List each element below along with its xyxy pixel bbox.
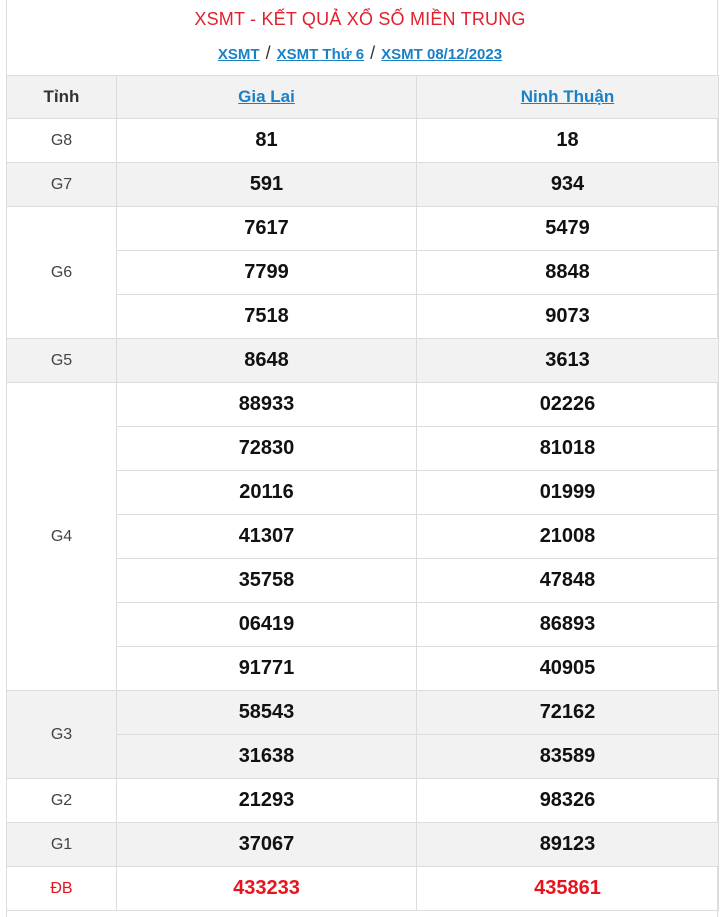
prize-name: G3 — [7, 691, 117, 779]
result-ninh-thuan: 40905 — [417, 647, 719, 691]
result-gia-lai: 8648 — [117, 339, 417, 383]
prize-row — [7, 207, 719, 251]
prize-row — [7, 867, 719, 911]
column-header-gia-lai — [117, 76, 417, 119]
prize-row — [7, 163, 719, 207]
result-ninh-thuan: 98326 — [417, 779, 719, 823]
result-gia-lai: 7518 — [117, 295, 417, 339]
breadcrumb-link-date[interactable]: XSMT 08/12/2023 — [381, 46, 503, 63]
breadcrumb-separator: / — [265, 43, 271, 63]
result-gia-lai: 20116 — [117, 471, 417, 515]
prize-name: G5 — [7, 339, 117, 383]
result-ninh-thuan: 18 — [417, 119, 719, 163]
result-ninh-thuan: 02226 — [417, 383, 719, 427]
prize-name: ĐB — [7, 867, 117, 911]
page-title: XSMT - KẾT QUẢ XỔ SỐ MIỀN TRUNG — [194, 9, 526, 29]
result-gia-lai: 41307 — [117, 515, 417, 559]
result-gia-lai: 21293 — [117, 779, 417, 823]
results-body — [7, 119, 719, 911]
result-gia-lai: 7617 — [117, 207, 417, 251]
breadcrumb — [0, 43, 720, 64]
breadcrumb-separator: / — [370, 43, 376, 63]
result-gia-lai: 591 — [117, 163, 417, 207]
breadcrumb-link-weekday[interactable]: XSMT Thứ 6 — [276, 46, 365, 63]
result-ninh-thuan: 9073 — [417, 295, 719, 339]
result-ninh-thuan: 01999 — [417, 471, 719, 515]
result-gia-lai: 81 — [117, 119, 417, 163]
result-ninh-thuan: 81018 — [417, 427, 719, 471]
prize-row — [7, 339, 719, 383]
result-gia-lai: 58543 — [117, 691, 417, 735]
result-ninh-thuan: 72162 — [417, 691, 719, 735]
column-header-ninh-thuan — [417, 76, 719, 119]
breadcrumb-link-xsmt[interactable]: XSMT — [217, 46, 260, 63]
prize-row — [7, 823, 719, 867]
result-gia-lai: 31638 — [117, 735, 417, 779]
result-gia-lai: 88933 — [117, 383, 417, 427]
prize-row — [7, 383, 719, 427]
result-ninh-thuan: 89123 — [417, 823, 719, 867]
result-ninh-thuan: 3613 — [417, 339, 719, 383]
prize-name: G1 — [7, 823, 117, 867]
result-ninh-thuan: 83589 — [417, 735, 719, 779]
table-header-row — [7, 76, 719, 119]
result-gia-lai: 06419 — [117, 603, 417, 647]
result-ninh-thuan: 934 — [417, 163, 719, 207]
result-ninh-thuan: 86893 — [417, 603, 719, 647]
prize-row — [7, 691, 719, 735]
result-gia-lai: 72830 — [117, 427, 417, 471]
result-ninh-thuan: 47848 — [417, 559, 719, 603]
prize-row — [7, 779, 719, 823]
province-link-gia-lai[interactable]: Gia Lai — [238, 87, 295, 106]
result-gia-lai: 433233 — [117, 867, 417, 911]
result-gia-lai: 35758 — [117, 559, 417, 603]
result-ninh-thuan: 5479 — [417, 207, 719, 251]
result-ninh-thuan: 8848 — [417, 251, 719, 295]
prize-row — [7, 119, 719, 163]
prize-name: G8 — [7, 119, 117, 163]
prize-name: G7 — [7, 163, 117, 207]
column-header-province: Tỉnh — [7, 76, 117, 119]
result-gia-lai: 91771 — [117, 647, 417, 691]
prize-name: G2 — [7, 779, 117, 823]
result-gia-lai: 7799 — [117, 251, 417, 295]
prize-name: G6 — [7, 207, 117, 339]
result-gia-lai: 37067 — [117, 823, 417, 867]
prize-name: G4 — [7, 383, 117, 691]
result-ninh-thuan: 435861 — [417, 867, 719, 911]
province-link-ninh-thuan[interactable]: Ninh Thuận — [520, 87, 615, 106]
result-ninh-thuan: 21008 — [417, 515, 719, 559]
results-table — [6, 75, 719, 911]
